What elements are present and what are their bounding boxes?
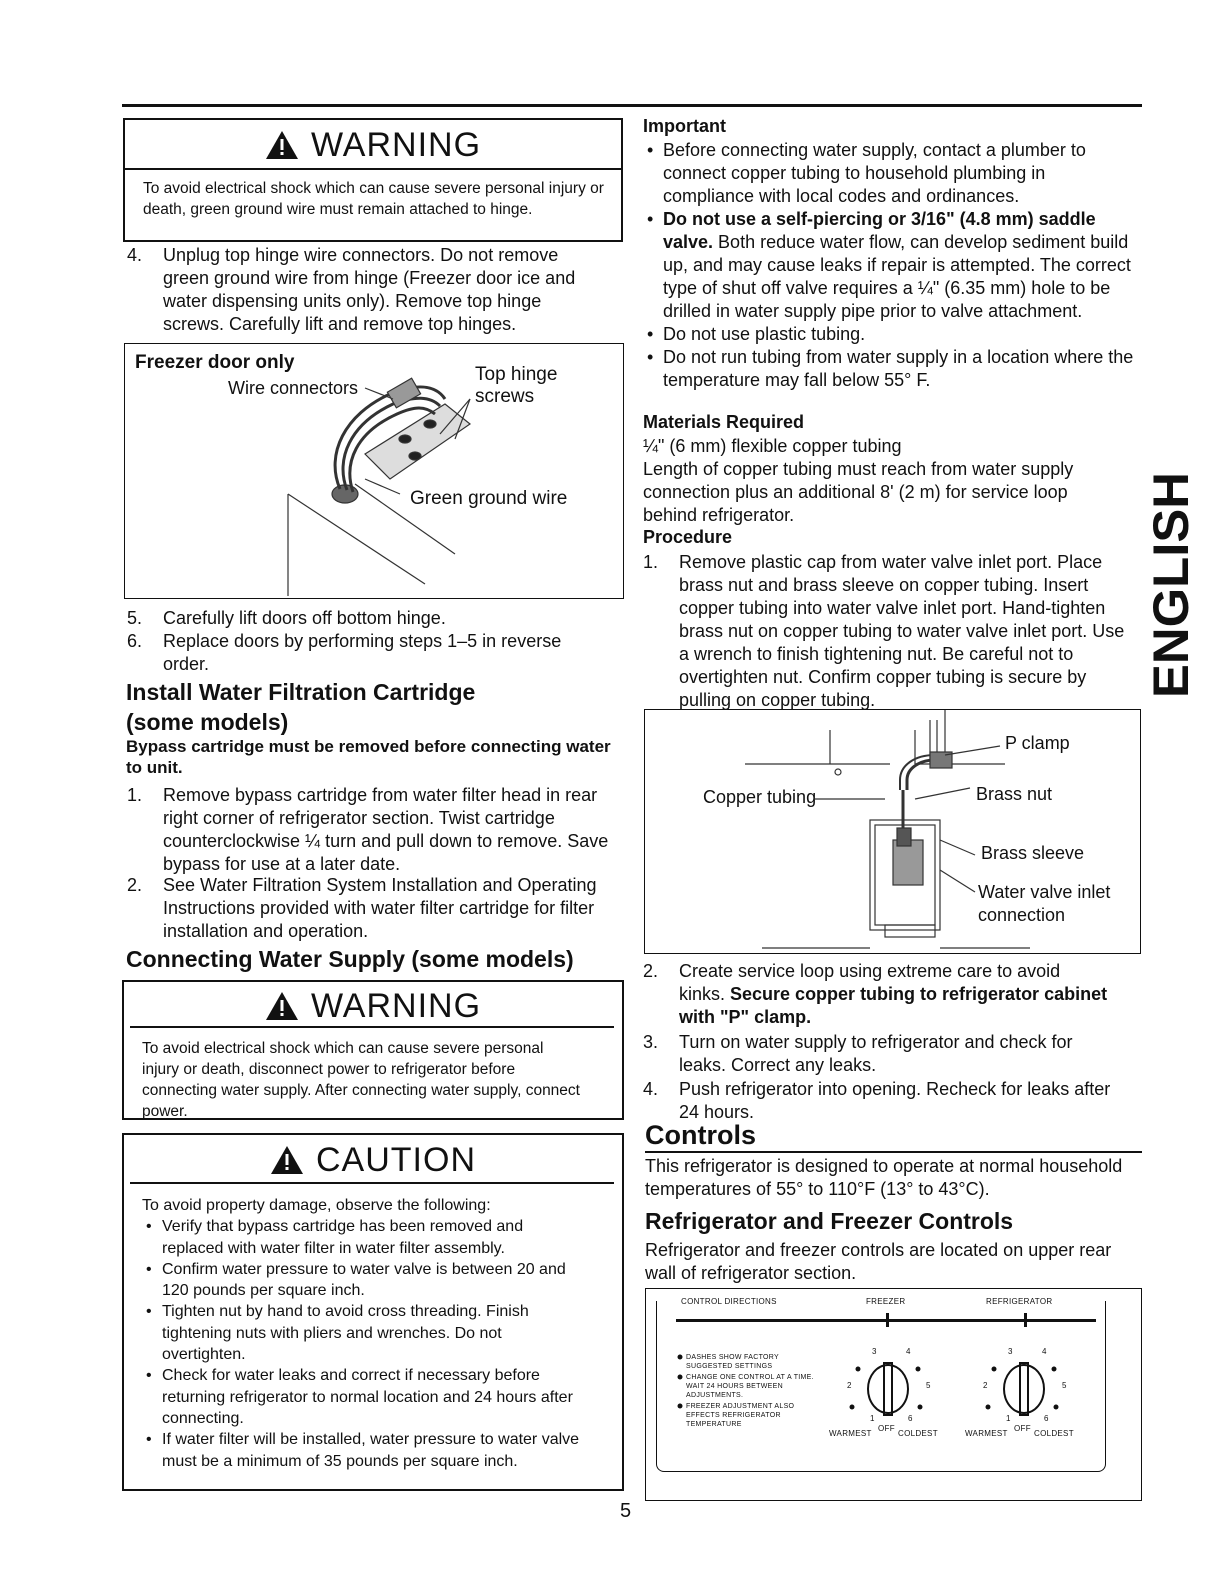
caution-title: CAUTION xyxy=(316,1140,476,1179)
step-text: Push refrigerator into opening. Recheck for leaks after 24 hours. xyxy=(679,1079,1111,1122)
brass-sleeve-label: Brass sleeve xyxy=(981,843,1085,863)
step-5 xyxy=(127,607,607,631)
warning-triangle-icon xyxy=(270,1145,304,1175)
figure-title: Freezer door only xyxy=(135,352,295,373)
warning-text: To avoid electrical shock which can cause severe personal injury or death, green ground wire must remain attached to hinge. xyxy=(143,180,604,218)
heading-line-1: Install Water Filtration Cartridge xyxy=(126,679,476,705)
important-bullet: • Before connecting water supply, contact a plumber to connect copper tubing to household plumbing in compliance with local codes and ordinances. xyxy=(643,139,1138,208)
important-list xyxy=(643,139,1138,392)
valve-figure xyxy=(644,709,1141,954)
materials-line-1: ¼" (6 mm) flexible copper tubing xyxy=(643,436,902,456)
caution-body xyxy=(124,1189,622,1472)
warning-title: WARNING xyxy=(310,986,482,1025)
warning-header xyxy=(125,120,621,170)
step-text-plain: Create service loop using extreme care to avoid kinks. xyxy=(679,961,1061,1004)
step-text: Replace doors by performing steps 1–5 in reverse order. xyxy=(163,631,562,674)
note-text: FREEZER ADJUSTMENT ALSO EFFECTS REFRIGERATOR TEMPERATURE xyxy=(686,1403,795,1428)
step-number: 5. xyxy=(127,608,143,628)
dial-number: 3 xyxy=(872,1347,877,1356)
step-text xyxy=(679,960,1109,1029)
dial-number: 4 xyxy=(906,1347,911,1356)
p-clamp-label: P clamp xyxy=(1005,733,1070,753)
heading-line-2: (some models) xyxy=(126,709,289,735)
note-text: CHANGE ONE CONTROL AT A TIME. WAIT 24 HOURS BETWEEN ADJUSTMENTS. xyxy=(686,1374,814,1399)
step-text: Carefully lift doors off bottom hinge. xyxy=(163,608,446,628)
refrigerator-setting-dash xyxy=(1024,1313,1027,1327)
step-text: Unplug top hinge wire connectors. Do not remove green ground wire from hinge (Freezer door ice and water dispensing units only). Remove top hinge screws. Carefully lift and remove top hinges. xyxy=(163,245,576,334)
filtration-step-2 xyxy=(127,874,617,944)
off-label: OFF xyxy=(1014,1424,1031,1433)
coldest-label: COLDEST xyxy=(1034,1429,1074,1438)
control-note xyxy=(686,1373,826,1400)
off-label: OFF xyxy=(878,1424,895,1433)
top-hinge-label: Top hinge xyxy=(475,364,558,385)
procedure-step-1 xyxy=(643,551,1143,711)
procedure-step-4 xyxy=(643,1078,1143,1126)
dial-number: 3 xyxy=(1008,1347,1013,1356)
important-bullet: • Do not run tubing from water supply in a location where the temperature may fall below 55° F. xyxy=(643,346,1138,392)
filtration-step-1 xyxy=(127,784,617,876)
coldest-label: COLDEST xyxy=(898,1429,938,1438)
caution-bullet: • Tighten nut by hand to avoid cross threading. Finish tightening nuts with pliers and wrenches. Do not overtighten. xyxy=(142,1301,586,1365)
refrigerator-dial-icon[interactable] xyxy=(976,1349,1076,1429)
warning-header xyxy=(124,982,622,1030)
materials-line-2: Length of copper tubing must reach from water supply connection plus an additional 8' (2 m) for service loop behind refrigerator. xyxy=(643,459,1074,525)
warning-text: To avoid electrical shock which can cause severe personal injury or death, disconnect power to refrigerator before connecting water supply. After connecting water supply, connect power. xyxy=(142,1040,580,1120)
freezer-dial-icon[interactable] xyxy=(840,1349,940,1429)
saddle-warning-rest: Both reduce water flow, can develop sediment build up, and may cause leaks if repair is attempted. The correct type of shut off valve requires a ¼" (6.35 mm) hole to be drilled in water supply pipe prior to valve attachment. xyxy=(663,232,1131,321)
step-number: 4. xyxy=(127,245,143,265)
procedure-step-3 xyxy=(643,1031,1143,1079)
refrigerator-label: REFRIGERATOR xyxy=(986,1297,1053,1306)
step-text: Remove plastic cap from water valve inlet port. Place brass nut and brass sleeve on copper tubing. Insert copper tubing into water valve inlet port. Hand-tighten brass nut on copper tubing to water valve inlet port. Use a wrench to finish tightening nut. Be careful not to overtighten nut. Confirm copper tubing is secure by pulling on copper tubing. xyxy=(679,552,1125,710)
dial-number: 1 xyxy=(1006,1414,1011,1423)
step-text: Turn on water supply to refrigerator and check for leaks. Correct any leaks. xyxy=(679,1032,1073,1075)
english-side-tab xyxy=(1143,470,1199,700)
caution-header xyxy=(124,1135,622,1185)
step-6 xyxy=(127,630,607,678)
procedure-heading: Procedure xyxy=(643,527,733,547)
controls-rule xyxy=(645,1151,1142,1153)
page-number: 5 xyxy=(620,1500,632,1522)
green-ground-wire-label: Green ground wire xyxy=(410,488,568,509)
control-note xyxy=(686,1353,826,1371)
hinge-figure xyxy=(124,343,624,599)
caution-bullet: • Check for water leaks and correct if necessary before returning refrigerator to normal location and 24 hours after connecting. xyxy=(142,1365,586,1429)
caution-bullet: • If water filter will be installed, water pressure to water valve must be a minimum of 35 pounds per square inch. xyxy=(142,1429,586,1472)
step-text: Remove bypass cartridge from water filter head in rear right corner of refrigerator section. Twist cartridge counterclockwise ¼ turn and pull down to remove. Save bypass for use at a later date. xyxy=(163,785,609,874)
connecting-heading: Connecting Water Supply (some models) xyxy=(126,946,574,972)
step-4 xyxy=(127,244,607,339)
controls-text: This refrigerator is designed to operate at normal household temperatures of 55° to 110°F (13° to 43°C). xyxy=(645,1156,1123,1199)
control-note xyxy=(686,1402,826,1429)
dial-number: 2 xyxy=(847,1381,852,1390)
step-number: 4. xyxy=(643,1079,659,1099)
note-text: DASHES SHOW FACTORY SUGGESTED SETTINGS xyxy=(686,1354,779,1370)
caution-intro: To avoid property damage, observe the following: xyxy=(142,1197,491,1214)
caution-list xyxy=(142,1216,606,1472)
dial-number: 5 xyxy=(1062,1381,1067,1390)
warning-box-hinge xyxy=(123,118,623,242)
warning-triangle-icon xyxy=(265,130,299,160)
screws-label: screws xyxy=(475,386,535,407)
refrigerator-freezer-controls-heading: Refrigerator and Freezer Controls xyxy=(645,1208,1014,1234)
materials-heading: Materials Required xyxy=(643,412,805,432)
step-text-bold: Secure copper tubing to refrigerator cabinet with "P" clamp. xyxy=(679,984,1108,1027)
copper-tubing-label: Copper tubing xyxy=(703,787,817,807)
top-rule xyxy=(122,104,1142,107)
warmest-label: WARMEST xyxy=(829,1429,872,1438)
important-heading: Important xyxy=(643,116,726,136)
warmest-label: WARMEST xyxy=(965,1429,1008,1438)
warning-triangle-icon xyxy=(265,991,299,1021)
caution-box xyxy=(122,1133,624,1491)
wire-connectors-label: Wire connectors xyxy=(228,378,359,398)
hinge-illustration xyxy=(125,344,622,597)
warning-title: WARNING xyxy=(310,125,482,164)
freezer-setting-dash xyxy=(886,1313,889,1327)
controls-subtext: Refrigerator and freezer controls are located on upper rear wall of refrigerator section. xyxy=(645,1240,1112,1283)
saddle-warning-bold: Do not use a self-piercing or 3/16" (4.8 mm) saddle valve. xyxy=(663,209,1096,252)
english-tab-text: ENGLISH xyxy=(1143,475,1199,698)
control-directions-label: CONTROL DIRECTIONS xyxy=(681,1297,777,1306)
procedure-step-2 xyxy=(643,960,1143,1032)
dial-number: 1 xyxy=(870,1414,875,1423)
dial-number: 5 xyxy=(926,1381,931,1390)
connection-label: connection xyxy=(978,905,1066,925)
step-number: 3. xyxy=(643,1032,659,1052)
step-number: 1. xyxy=(127,785,143,805)
filtration-heading xyxy=(126,678,616,736)
dial-number: 6 xyxy=(908,1414,913,1423)
important-bullet-saddle xyxy=(643,208,1138,323)
control-panel-figure xyxy=(645,1288,1142,1501)
bullet-dots xyxy=(676,1353,686,1413)
controls-heading: Controls xyxy=(645,1120,756,1150)
step-text: See Water Filtration System Installation and Operating Instructions provided with water filter cartridge for filter installation and operation. xyxy=(163,875,597,941)
dial-number: 4 xyxy=(1042,1347,1047,1356)
caution-bullet: • Verify that bypass cartridge has been removed and replaced with water filter in water filter assembly. xyxy=(142,1216,586,1259)
dial-number: 2 xyxy=(983,1381,988,1390)
water-valve-inlet-label: Water valve inlet xyxy=(978,882,1111,902)
dial-number: 6 xyxy=(1044,1414,1049,1423)
step-number: 6. xyxy=(127,631,143,651)
warning-box-power xyxy=(122,980,624,1120)
step-number: 1. xyxy=(643,552,659,572)
step-number: 2. xyxy=(643,961,659,981)
brass-nut-label: Brass nut xyxy=(976,784,1053,804)
freezer-label: FREEZER xyxy=(866,1297,906,1306)
filtration-subheading: Bypass cartridge must be removed before connecting water to unit. xyxy=(126,737,611,777)
caution-bullet: • Confirm water pressure to water valve is between 20 and 120 pounds per square inch. xyxy=(142,1259,586,1302)
step-number: 2. xyxy=(127,875,143,895)
important-bullet: • Do not use plastic tubing. xyxy=(643,323,1138,346)
